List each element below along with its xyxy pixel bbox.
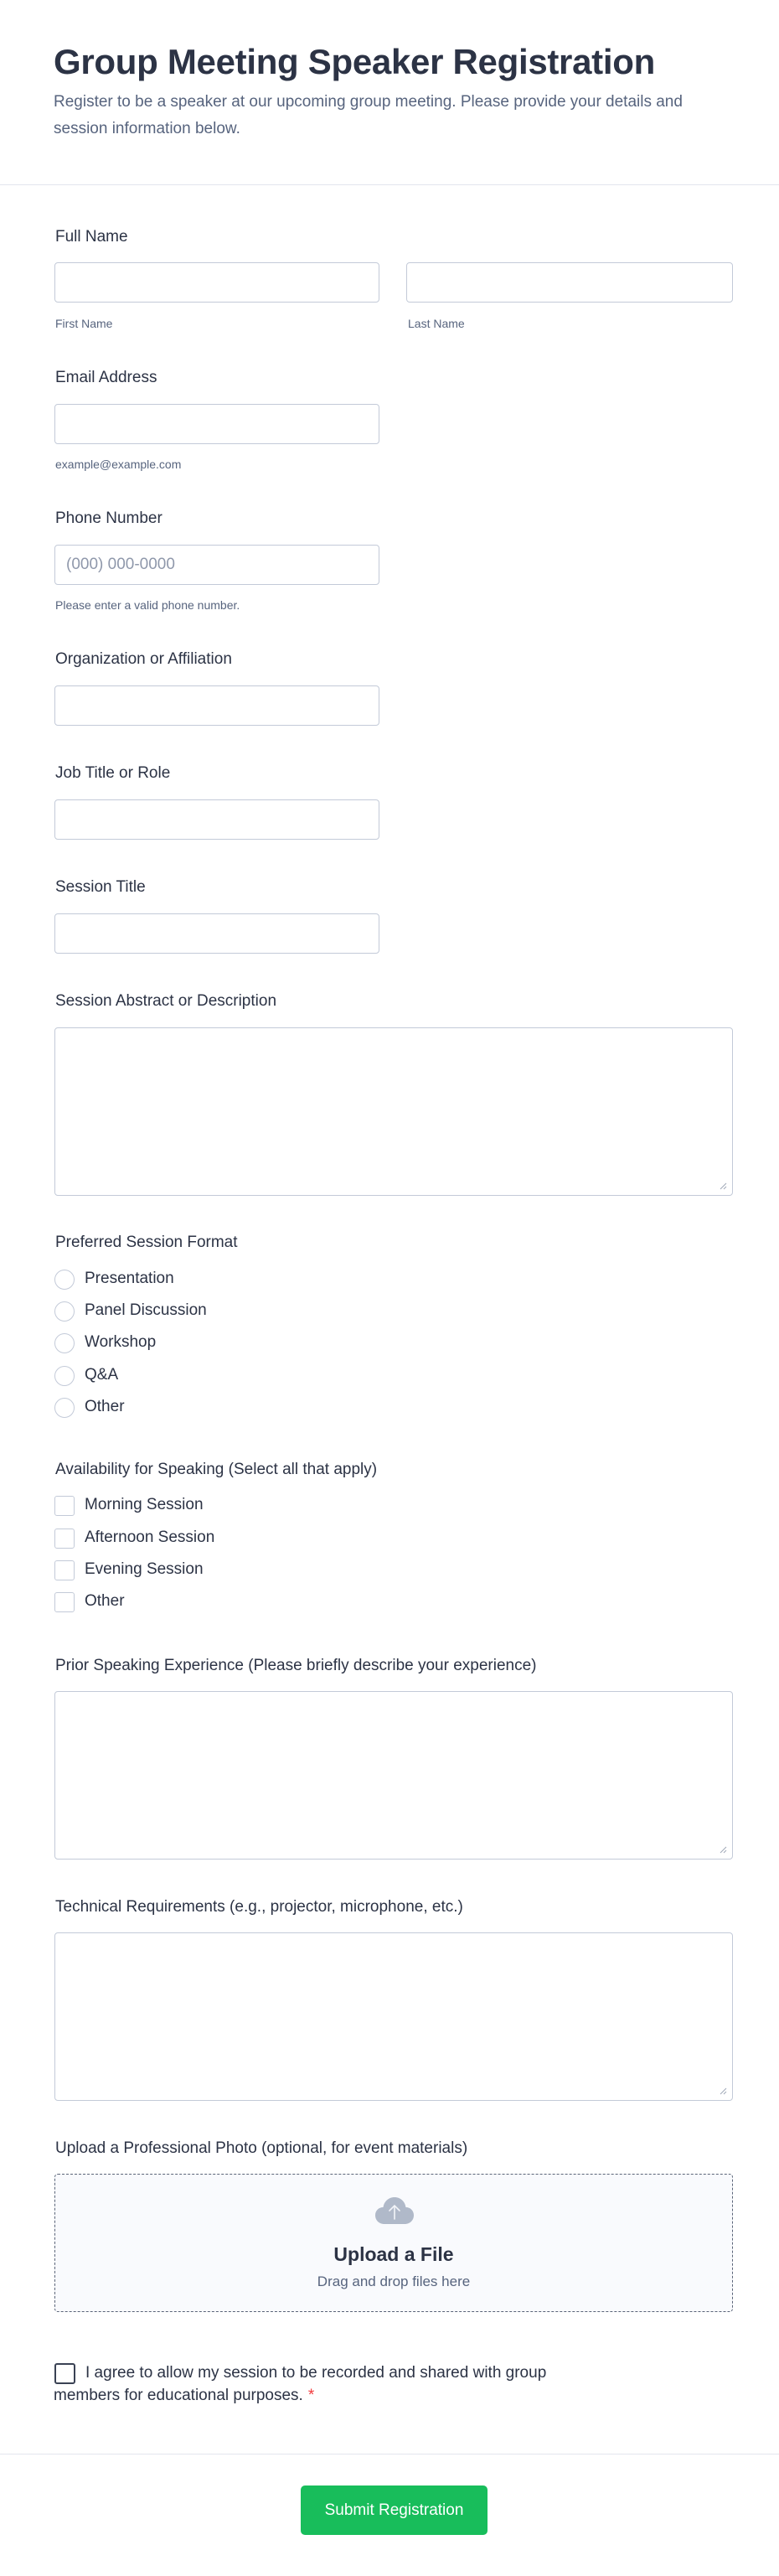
- radio-other[interactable]: [54, 1398, 75, 1418]
- abstract-label: Session Abstract or Description: [55, 992, 277, 1010]
- submit-registration-button[interactable]: Submit Registration: [301, 2485, 488, 2535]
- page-title: Group Meeting Speaker Registration: [54, 42, 655, 81]
- availability-label: Availability for Speaking (Select all that apply): [55, 1461, 378, 1478]
- organization-input[interactable]: [54, 685, 379, 726]
- checkbox-afternoon-session[interactable]: [54, 1529, 75, 1549]
- required-marker: *: [307, 2387, 315, 2404]
- phone-input[interactable]: [54, 545, 379, 585]
- upload-subtitle: Drag and drop files here: [317, 2273, 471, 2289]
- checkbox-morning-session[interactable]: [54, 1496, 75, 1516]
- header-divider: [0, 184, 779, 185]
- technical-requirements-label: Technical Requirements (e.g., projector, microphone, etc.): [55, 1898, 463, 1916]
- last-name-input[interactable]: [406, 262, 733, 303]
- first-name-sublabel: First Name: [55, 317, 113, 330]
- resize-grip-icon[interactable]: [719, 1845, 727, 1854]
- radio-presentation[interactable]: [54, 1270, 75, 1290]
- radio-qa[interactable]: [54, 1366, 75, 1386]
- abstract-textarea[interactable]: [54, 1027, 733, 1196]
- agreement-label[interactable]: [54, 2361, 640, 2407]
- organization-label: Organization or Affiliation: [55, 650, 232, 668]
- radio-label[interactable]: Other: [85, 1398, 125, 1415]
- session-title-input[interactable]: [54, 913, 379, 954]
- email-sublabel: example@example.com: [55, 458, 182, 471]
- job-title-label: Job Title or Role: [55, 764, 171, 782]
- agreement-text-line1: I agree to allow my session to be recorded and shared with group: [85, 2364, 547, 2382]
- upload-title: Upload a File: [333, 2243, 454, 2265]
- technical-requirements-textarea[interactable]: [54, 1932, 733, 2101]
- job-title-input[interactable]: [54, 799, 379, 840]
- session-format-label: Preferred Session Format: [55, 1234, 238, 1251]
- last-name-sublabel: Last Name: [408, 317, 465, 330]
- first-name-input[interactable]: [54, 262, 379, 303]
- email-label: Email Address: [55, 369, 157, 386]
- radio-workshop[interactable]: [54, 1333, 75, 1353]
- radio-label[interactable]: Presentation: [85, 1270, 174, 1287]
- phone-sublabel: Please enter a valid phone number.: [55, 598, 240, 612]
- email-input[interactable]: [54, 404, 379, 444]
- radio-panel-discussion[interactable]: [54, 1301, 75, 1322]
- checkbox-label[interactable]: Other: [85, 1592, 125, 1610]
- checkbox-label[interactable]: Morning Session: [85, 1496, 204, 1513]
- phone-label: Phone Number: [55, 510, 163, 527]
- radio-label[interactable]: Workshop: [85, 1333, 157, 1351]
- page-subtitle: Register to be a speaker at our upcoming group meeting. Please provide your details and session information below.: [54, 93, 683, 137]
- checkbox-label[interactable]: Afternoon Session: [85, 1529, 215, 1546]
- full-name-label: Full Name: [55, 228, 128, 246]
- photo-upload-label: Upload a Professional Photo (optional, for event materials): [55, 2139, 468, 2157]
- checkbox-other[interactable]: [54, 1592, 75, 1612]
- radio-label[interactable]: Panel Discussion: [85, 1301, 207, 1319]
- resize-grip-icon[interactable]: [719, 1182, 727, 1190]
- radio-label[interactable]: Q&A: [85, 1366, 119, 1384]
- prior-experience-textarea[interactable]: [54, 1691, 733, 1860]
- cloud-upload-icon: [374, 2196, 415, 2225]
- session-title-label: Session Title: [55, 878, 146, 896]
- checkbox-label[interactable]: Evening Session: [85, 1560, 204, 1578]
- resize-grip-icon[interactable]: [719, 2087, 727, 2095]
- agreement-text-line2: members for educational purposes.: [54, 2387, 303, 2404]
- prior-experience-label: Prior Speaking Experience (Please briefly describe your experience): [55, 1657, 537, 1674]
- file-dropzone[interactable]: [54, 2174, 733, 2312]
- checkbox-evening-session[interactable]: [54, 1560, 75, 1580]
